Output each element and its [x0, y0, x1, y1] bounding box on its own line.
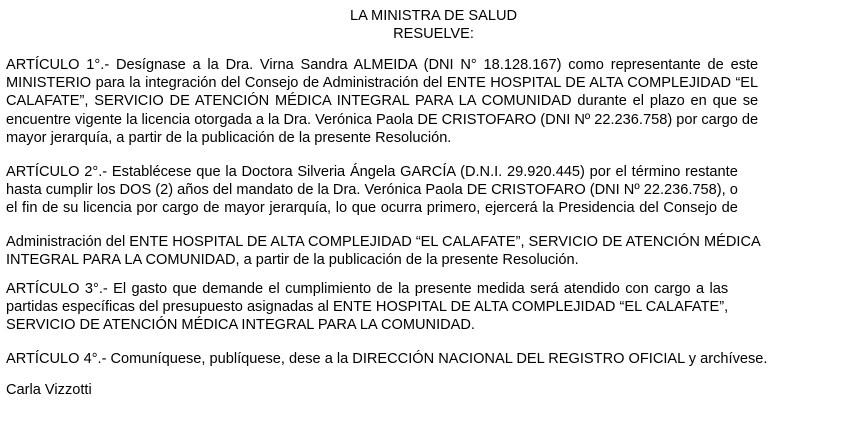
article-2-continuation	[6, 233, 761, 269]
article-1-line: ARTÍCULO 1°.- Desígnase a la Dra. Virna Sandra ALMEIDA (DNI N° 18.128.167) como representante de este	[6, 57, 759, 73]
article-1-line: MINISTERIO para la integración del Consejo de Administración del ENTE HOSPITAL DE ALTA COMPLEJIDAD “EL	[6, 75, 759, 92]
article-2-continuation-line: INTEGRAL PARA LA COMUNIDAD, a partir de la publicación de la presente Resolución.	[6, 252, 579, 269]
article-2-line: el fin de su licencia por cargo de mayor jerarquía, lo que ocurra primero, ejercerá la Presidencia del Consejo de	[6, 200, 738, 217]
article-2-continuation-line: Administración del ENTE HOSPITAL DE ALTA COMPLEJIDAD “EL CALAFATE”, SERVICIO DE ATENCIÓN MÉDICA	[6, 234, 761, 250]
article-3	[6, 280, 728, 335]
article-2-line: ARTÍCULO 2°.- Establécese que la Doctora Silveria Ángela GARCÍA (D.N.I. 29.920.445) por el término restante	[6, 164, 738, 180]
article-4	[6, 350, 767, 368]
heading-title: LA MINISTRA DE SALUD	[349, 8, 518, 24]
article-1-line: mayor jerarquía, a partir de la publicación de la presente Resolución.	[6, 129, 452, 146]
article-4-line: ARTÍCULO 4°.- Comuníquese, publíquese, dese a la DIRECCIÓN NACIONAL DEL REGISTRO OFICIAL y archívese.	[6, 351, 768, 367]
resolution-document	[6, 7, 856, 398]
signature-name: Carla Vizzotti	[6, 382, 92, 398]
article-3-line: partidas específicas del presupuesto asignadas al ENTE HOSPITAL DE ALTA COMPLEJIDAD “EL CALAFATE”,	[6, 299, 729, 316]
article-1-line: CALAFATE”, SERVICIO DE ATENCIÓN MÉDICA INTEGRAL PARA LA COMUNIDAD durante el plazo en que se	[6, 93, 759, 110]
resolution-heading	[6, 7, 856, 43]
article-1-line: encuentre vigente la licencia otorgada a la Dra. Verónica Paola DE CRISTOFARO (DNI Nº 22.236.758) por cargo de	[6, 111, 759, 128]
article-2-line: hasta cumplir los DOS (2) años del mandato de la Dra. Verónica Paola DE CRISTOFARO (DNI Nº 22.236.758), o	[6, 182, 738, 199]
heading-subtitle: RESUELVE:	[393, 26, 474, 43]
article-2	[6, 163, 738, 218]
article-3-line: SERVICIO DE ATENCIÓN MÉDICA INTEGRAL PARA LA COMUNIDAD.	[6, 317, 475, 334]
article-3-line: ARTÍCULO 3°.- El gasto que demande el cumplimiento de la presente medida será atendido con cargo a las	[6, 281, 729, 297]
article-1	[6, 56, 758, 147]
